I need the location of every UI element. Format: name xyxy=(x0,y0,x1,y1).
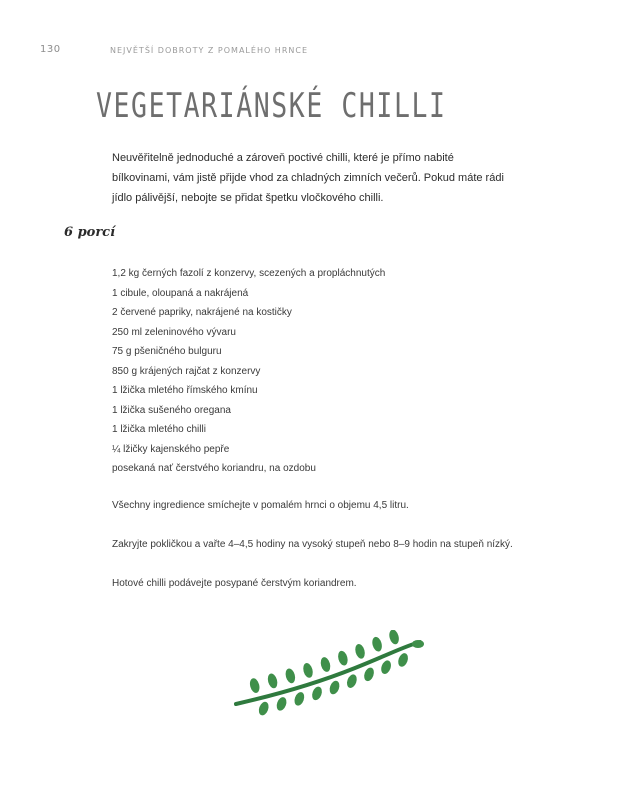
running-header: NEJVĚTŠÍ DOBROTY Z POMALÉHO HRNCE xyxy=(110,46,308,55)
sprig-leaf xyxy=(284,667,297,684)
sprig-leaf xyxy=(362,666,375,682)
sprig-leaf xyxy=(293,691,306,707)
sprig-leaf xyxy=(354,643,367,660)
sprig-leaf xyxy=(319,656,332,673)
sprig-leaf xyxy=(248,677,261,694)
sprig-leaf xyxy=(345,673,358,689)
sprig-leaf xyxy=(371,636,384,653)
method-step-1: Všechny ingredience smíchejte v pomalém hrnci o objemu 4,5 litru. xyxy=(112,500,409,511)
ingredient-item: 250 ml zeleninového vývaru xyxy=(112,326,236,338)
herb-sprig-icon xyxy=(230,630,430,720)
recipe-intro: Neuvěřitelně jednoduché a zároveň poctivé chilli, které je přímo nabité bílkovinami, vám jistě přijde vhod za chladných zimních večerů. Pokud máte rádi jídlo pálivější, nebojte se přidat špetku vločkového chilli. xyxy=(112,152,504,204)
sprig-leaf xyxy=(396,652,409,668)
sprig-leaf xyxy=(412,640,424,648)
ingredient-list xyxy=(112,264,385,479)
sprig-leaf xyxy=(379,659,392,675)
sprig-leaf xyxy=(275,696,288,712)
ingredient-item: posekaná nať čerstvého koriandru, na ozdobu xyxy=(112,463,316,474)
sprig-leaf xyxy=(302,662,315,679)
sprig-leaf xyxy=(388,630,401,645)
sprig-leaf xyxy=(337,650,350,667)
ingredient-item: 1,2 kg černých fazolí z konzervy, scezených a propláchnutých xyxy=(112,268,386,279)
ingredient-item: ¼ lžičky kajenského pepře xyxy=(112,443,230,455)
sprig-leaf xyxy=(328,679,341,695)
ingredient-item: 1 lžička sušeného oregana xyxy=(112,404,231,416)
recipe-title: VEGETARIÁNSKÉ CHILLI xyxy=(96,86,447,126)
sprig-leaf xyxy=(257,700,270,716)
ingredient-item: 1 lžička mletého chilli xyxy=(112,424,206,435)
method-step-3: Hotové chilli podávejte posypané čerstvým koriandrem. xyxy=(112,578,357,589)
sprig-leaf xyxy=(310,685,323,701)
page-number: 130 xyxy=(40,44,61,55)
sprig-stem xyxy=(236,642,420,704)
ingredient-item: 75 g pšeničného bulguru xyxy=(112,346,222,357)
ingredient-item: 1 lžička mletého římského kmínu xyxy=(112,385,258,396)
servings: 6 porcí xyxy=(64,225,116,240)
ingredient-item: 850 g krájených rajčat z konzervy xyxy=(112,365,261,377)
sprig-leaf xyxy=(266,672,279,689)
ingredient-item: 2 červené papriky, nakrájené na kostičky xyxy=(112,307,292,318)
ingredient-item: 1 cibule, oloupaná a nakrájená xyxy=(112,287,249,299)
method-step-2: Zakryjte pokličkou a vařte 4–4,5 hodiny na vysoký stupeň nebo 8–9 hodin na stupeň nízký. xyxy=(112,539,513,550)
